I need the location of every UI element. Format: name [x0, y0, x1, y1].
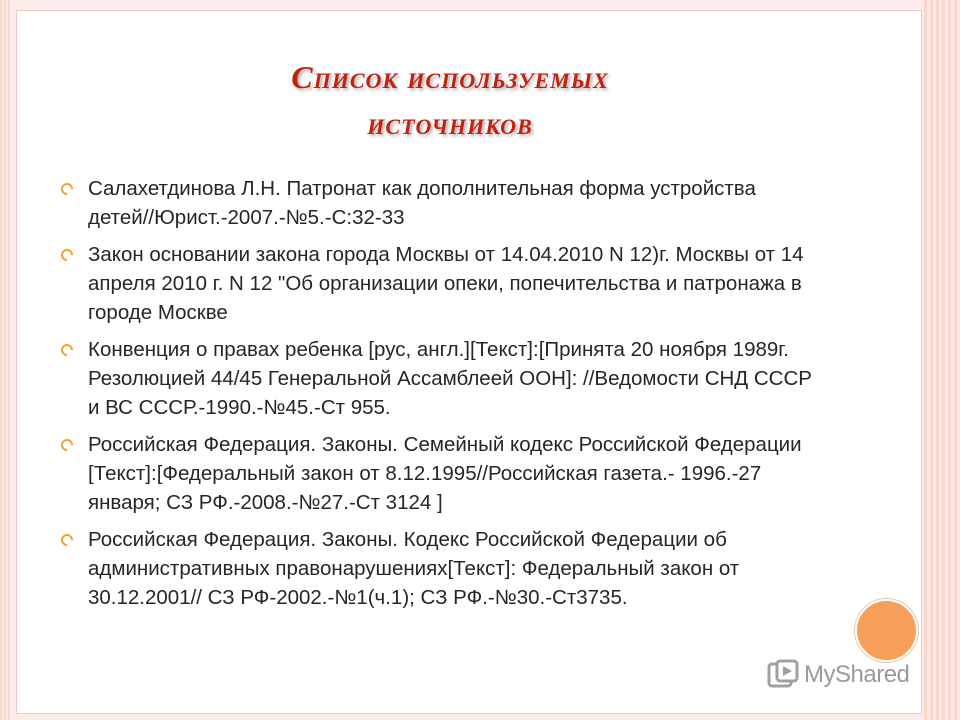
- list-item: [58, 430, 818, 517]
- bullet-icon: [59, 247, 76, 264]
- right-stripe-decoration: [924, 0, 960, 720]
- decorative-circle: [855, 599, 918, 662]
- list-item: [58, 525, 818, 612]
- list-item-text: Закон основании закона города Москвы от 14.04.2010 N 12)г. Москвы от 14 апреля 2010 г. N 12 "Об организации опеки, попечительства и патронажа в городе Москве: [88, 243, 804, 324]
- bullet-icon: [59, 437, 76, 454]
- list-item-text: Российская Федерация. Законы. Семейный кодекс Российской Федерации [Текст]:[Федеральный закон от 8.12.1995//Российская газета.- 1996.-27 января; СЗ РФ.-2008.-№27.-Ст 3124 ]: [88, 433, 802, 514]
- myshared-logo-icon: [766, 658, 800, 692]
- watermark-text: MyShared: [804, 661, 910, 688]
- list-item: [58, 174, 818, 232]
- list-item: [58, 335, 818, 422]
- title-line-1: Список используемых: [291, 59, 609, 95]
- sources-list: [58, 174, 818, 620]
- bullet-icon: [59, 342, 76, 359]
- list-item: [58, 240, 818, 327]
- myshared-watermark: [766, 657, 909, 693]
- list-item-text: Салахетдинова Л.Н. Патронат как дополнительная форма устройства детей//Юрист.-2007.-№5.-С:32-33: [88, 177, 756, 229]
- left-stripe-decoration: [0, 0, 10, 720]
- bullet-icon: [59, 181, 76, 198]
- list-item-text: Российская Федерация. Законы. Кодекс Российской Федерации об административных правонарушениях[Текст]: Федеральный закон от 30.12.2001// СЗ РФ-2002.-№1(ч.1); СЗ РФ.-№30.-Ст3735.: [88, 528, 740, 609]
- slide-title: [150, 54, 750, 146]
- bullet-icon: [59, 532, 76, 549]
- list-item-text: Конвенция о правах ребенка [рус, англ.][Текст]:[Принята 20 ноября 1989г. Резолюцией 44/45 Генеральной Ассамблеей ООН]: //Ведомости СНД СССР и ВС СССР.-1990.-№45.-Ст 955.: [88, 338, 812, 419]
- title-line-2: источников: [367, 105, 533, 141]
